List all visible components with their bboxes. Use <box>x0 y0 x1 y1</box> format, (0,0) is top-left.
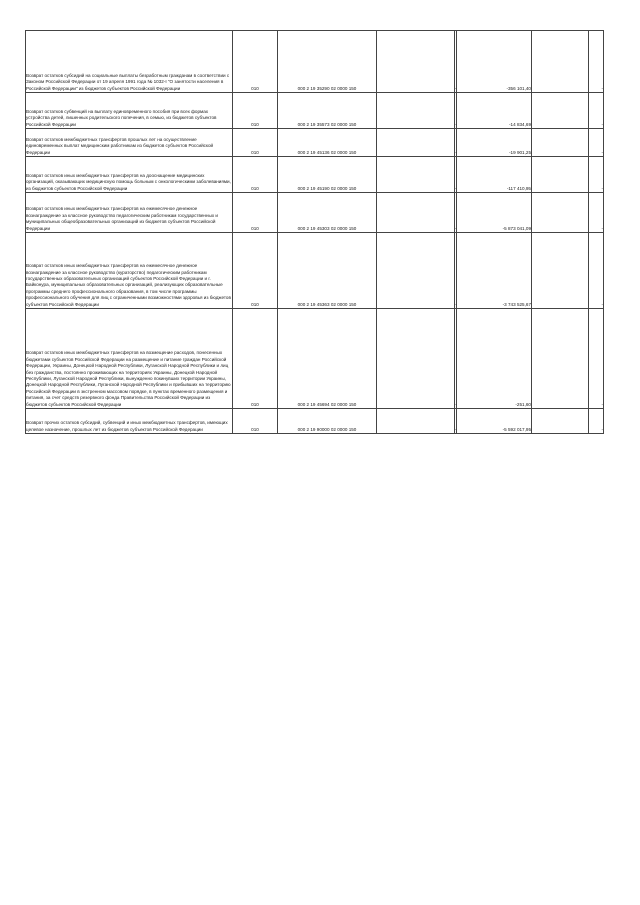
row-empty-cell <box>377 129 455 157</box>
row-amount-cell: -117 410,95 <box>457 157 532 193</box>
row-name-text: Возврат остатков иных межбюджетных трансфертов на ежемесячное денежное вознаграждение за классное руководство (кураторство) педагогическим работникам государственных образовательных организаций субъектов Российской Федерации и г. Байконура, муниципальных образовательных организаций, реализующих образовательные программы среднего профессионального образования, в том числе программы профессионального обучения для лиц с ограниченными возможностями здоровья из бюджетов субъектов Российской Федерации <box>26 263 231 307</box>
row-name-cell <box>26 31 233 93</box>
row-last-cell: - <box>589 193 604 233</box>
row-last-cell: - <box>589 309 604 409</box>
table-body <box>26 31 604 434</box>
row-amount-cell: -14 834,69 <box>457 93 532 129</box>
row-code-cell: 010 <box>233 157 278 193</box>
row-empty-cell <box>532 129 589 157</box>
row-name-text: Возврат остатков иных межбюджетных трансфертов на дооснащение медицинских организаций, оказывающих медицинскую помощь больным с онкологическими заболеваниями, из бюджетов субъектов Российской Федерации <box>26 172 231 191</box>
table-row <box>26 193 604 233</box>
row-empty-cell <box>532 233 589 309</box>
row-name-cell <box>26 233 233 309</box>
row-dash-cell: - <box>455 233 457 309</box>
row-name-cell <box>26 157 233 193</box>
row-dash-cell: - <box>455 409 457 434</box>
table-row <box>26 31 604 93</box>
row-last-cell: - <box>589 129 604 157</box>
row-amount-cell: -19 901,25 <box>457 129 532 157</box>
row-name-cell <box>26 93 233 129</box>
table-row <box>26 157 604 193</box>
table-row <box>26 309 604 409</box>
row-last-cell: - <box>589 409 604 434</box>
table-row <box>26 93 604 129</box>
row-kbk-cell: 000 2 19 45363 02 0000 150 <box>278 233 377 309</box>
row-empty-cell <box>532 309 589 409</box>
row-code-cell: 010 <box>233 31 278 93</box>
row-dash-cell: - <box>455 309 457 409</box>
row-kbk-cell: 000 2 19 35290 02 0000 150 <box>278 31 377 93</box>
row-kbk-cell: 000 2 19 45303 02 0000 150 <box>278 193 377 233</box>
row-code-cell: 010 <box>233 309 278 409</box>
row-last-cell: - <box>589 31 604 93</box>
row-amount-cell: -356 101,40 <box>457 31 532 93</box>
row-kbk-cell: 000 2 19 35573 02 0000 150 <box>278 93 377 129</box>
row-code-cell: 010 <box>233 409 278 434</box>
table-row <box>26 233 604 309</box>
row-name-text: Возврат остатков иных межбюджетных трансфертов на ежемесячное денежное вознаграждение за классное руководство педагогическим работникам государственных и муниципальных общеобразовательных организаций из бюджетов субъектов Российской Федерации <box>26 206 218 231</box>
row-dash-cell: - <box>455 193 457 233</box>
row-amount-cell: -251,60 <box>457 309 532 409</box>
row-dash-cell: - <box>455 31 457 93</box>
row-last-cell: - <box>589 233 604 309</box>
row-kbk-cell: 000 2 19 45136 02 0000 150 <box>278 129 377 157</box>
row-amount-cell: -3 743 525,67 <box>457 233 532 309</box>
row-code-cell: 010 <box>233 233 278 309</box>
row-empty-cell <box>532 157 589 193</box>
row-code-cell: 010 <box>233 193 278 233</box>
row-name-text: Возврат остатков межбюджетных трансфертов прошлых лет на осуществление единовременных выплат медицинским работникам из бюджетов субъектов Российской Федерации <box>26 136 214 155</box>
report-table <box>25 30 604 434</box>
row-name-cell <box>26 409 233 434</box>
row-last-cell: - <box>589 157 604 193</box>
row-kbk-cell: 000 2 19 90000 02 0000 150 <box>278 409 377 434</box>
row-name-text: Возврат остатков иных межбюджетных трансфертов на возмещение расходов, понесенных бюджетами субъектов Российской Федерации на размещение и питание граждан Российской Федерации, Украины, Донецкой Народной Республики, Луганской Народной Республики и лиц без гражданства, постоянно проживающих на территориях Украины, Донецкой Народной Республики, Луганской Народной Республики, вынужденно покинувших территории Украины, Донецкой Народной Республики, Луганской Народной Республики и прибывших на территорию Российской Федерации в экстренном массовом порядке, в пунктах временного размещения и питания, за счет средств резервного фонда Правительства Российской Федерации из бюджетов субъектов Российской Федерации <box>26 350 231 407</box>
row-empty-cell <box>377 157 455 193</box>
row-name-text: Возврат остатков субсидий на социальные выплаты безработным гражданам в соответствии с Законом Российской Федерации от 19 апреля 1991 года № 1032-I "О занятости населения в Российской Федерации" из бюджетов субъектов Российской Федерации <box>26 72 230 91</box>
row-kbk-cell: 000 2 19 45190 02 0000 150 <box>278 157 377 193</box>
row-empty-cell <box>377 31 455 93</box>
row-amount-cell: -5 873 041,09 <box>457 193 532 233</box>
row-name-cell <box>26 129 233 157</box>
row-name-text: Возврат остатков субвенций на выплату единовременного пособия при всех формах устройства детей, лишенных родительского попечения, в семью, из бюджетов субъектов Российской Федерации <box>26 108 217 127</box>
row-name-text: Возврат прочих остатков субсидий, субвенций и иных межбюджетных трансфертов, имеющих целевое назначение, прошлых лет из бюджетов субъектов Российской Федерации <box>26 420 228 432</box>
table-row <box>26 129 604 157</box>
row-empty-cell <box>377 309 455 409</box>
table-row <box>26 409 604 434</box>
row-kbk-cell: 000 2 19 45694 02 0000 150 <box>278 309 377 409</box>
row-empty-cell <box>377 193 455 233</box>
row-empty-cell <box>532 93 589 129</box>
row-empty-cell <box>377 233 455 309</box>
row-empty-cell <box>532 31 589 93</box>
row-empty-cell <box>532 409 589 434</box>
row-name-cell <box>26 309 233 409</box>
row-empty-cell <box>377 93 455 129</box>
row-dash-cell: - <box>455 157 457 193</box>
row-name-cell <box>26 193 233 233</box>
row-code-cell: 010 <box>233 129 278 157</box>
row-dash-cell: - <box>455 129 457 157</box>
row-amount-cell: -5 592 017,95 <box>457 409 532 434</box>
row-code-cell: 010 <box>233 93 278 129</box>
row-last-cell: - <box>589 93 604 129</box>
row-empty-cell <box>532 193 589 233</box>
row-dash-cell: - <box>455 93 457 129</box>
row-empty-cell <box>377 409 455 434</box>
